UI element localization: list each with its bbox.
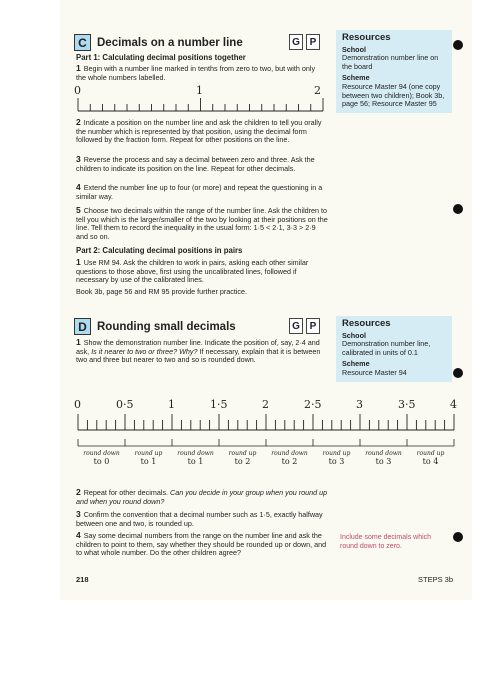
step-paragraph: 2 Repeat for other decimals. Can you decide in your group when you round up and when you round down?: [76, 487, 328, 506]
number-label: 1·5: [210, 398, 228, 411]
step-paragraph: 4 Extend the number line up to four (or more) and repeat the questioning in a similar way.: [76, 182, 323, 201]
step-paragraph: 3 Reverse the process and say a decimal between zero and three. Ask the children to indicate its position on the line. Repeat for other decimals.: [76, 154, 315, 173]
resources-title: Resources: [342, 32, 391, 43]
step-paragraph: 1 Begin with a number line marked in tenths from zero to two, but with only the whole numbers labelled.: [76, 63, 316, 82]
part-heading: Part 2: Calculating decimal positions in pairs: [76, 246, 243, 255]
rounding-label: round down to 0: [83, 450, 120, 466]
number-label: 2·5: [304, 398, 322, 411]
part-heading: Part 1: Calculating decimal positions together: [76, 53, 246, 62]
section-c-header: [74, 34, 243, 51]
section-letter: D: [74, 318, 91, 335]
scheme-text: Resource Master 94 (one copy between two children); Book 3b, page 56; Resource Master 95: [342, 81, 445, 109]
rounding-label: round up to 4: [416, 450, 445, 466]
resources-title: Resources: [342, 318, 391, 329]
number-label: 0: [74, 84, 81, 97]
pair-badge: P: [306, 318, 320, 334]
further-practice: Book 3b, page 56 and RM 95 provide further practice.: [76, 287, 248, 296]
rounding-label: round up to 2: [228, 450, 257, 466]
step-paragraph: 5 Choose two decimals within the range of the number line. Ask the children to tell you which is the larger/smaller of the two by looking at their positions on the line. Tell them to record the inequality in the usual form: 1·5 < 2·1, 3·3 > 2·9 and so on.: [76, 205, 328, 241]
pair-badge: P: [306, 34, 320, 50]
rounding-label: round down to 3: [365, 450, 402, 466]
number-label: 1: [196, 84, 203, 97]
group-badge: G: [289, 318, 303, 334]
number-line-svg: [76, 96, 331, 116]
school-label: School: [342, 330, 366, 340]
resources-box: [336, 316, 452, 382]
section-d-header: [74, 318, 236, 335]
group-badge: G: [289, 34, 303, 50]
resources-box: [336, 30, 452, 113]
step-paragraph: 4 Say some decimal numbers from the range on the number line and ask the children to point to them, say whether they should be rounded up or down, and to what whole number. Do the other children agree?: [76, 530, 327, 558]
binder-hole: [453, 40, 463, 50]
number-label: 2: [262, 398, 269, 411]
margin-note: Include some decimals which round down to zero.: [340, 534, 432, 550]
step-paragraph: 1 Show the demonstration number line. Indicate the position of, say, 2·4 and ask, Is it nearer to two or three? Why? If necessary, explain that it is between two and three but nearer to two and so is rounded down.: [76, 337, 321, 365]
book-name: STEPS 3b: [418, 575, 454, 584]
scheme-label: Scheme: [342, 73, 370, 83]
section-title: Rounding small decimals: [97, 320, 236, 333]
number-label: 2: [314, 84, 321, 97]
section-title: Decimals on a number line: [97, 36, 243, 49]
rounding-label: round down to 1: [177, 450, 214, 466]
number-line-tenths: [76, 84, 331, 116]
page-number: 218: [76, 575, 89, 584]
section-letter: C: [74, 34, 91, 51]
group-pair-badges: [286, 34, 320, 50]
number-line-rounding: [72, 398, 464, 488]
rounding-line-svg: [72, 412, 464, 452]
rounding-label: round up to 1: [134, 450, 163, 466]
number-label: 4: [450, 398, 457, 411]
scheme-text: Resource Master 94: [342, 367, 407, 377]
number-label: 0·5: [116, 398, 134, 411]
number-label: 0: [74, 398, 81, 411]
school-label: School: [342, 44, 366, 54]
rounding-label: round up to 3: [322, 450, 351, 466]
step-paragraph: 1 Use RM 94. Ask the children to work in pairs, asking each other similar questions to those above, first using the uncalibrated lines, followed if necessary by use of the calibrated lines.: [76, 257, 309, 285]
binder-hole: [453, 204, 463, 214]
step-paragraph: 3 Confirm the convention that a decimal number such as 1·5, exactly halfway between one and two, is rounded up.: [76, 509, 323, 528]
binder-hole: [453, 532, 463, 542]
binder-hole: [453, 368, 463, 378]
scheme-label: Scheme: [342, 359, 370, 369]
step-paragraph: 2 Indicate a position on the number line and ask the children to tell you orally the number which is represented by that position, using the decimal form followed by the fraction form. Repeat for other positions on the line.: [76, 117, 322, 145]
number-label: 1: [168, 398, 175, 411]
school-text: Demonstration number line, calibrated in units of 0.1: [342, 339, 431, 357]
number-label: 3·5: [398, 398, 416, 411]
rounding-label: round down to 2: [271, 450, 308, 466]
group-pair-badges: [286, 318, 320, 334]
number-label: 3: [356, 398, 363, 411]
school-text: Demonstration number line on the board: [342, 53, 439, 71]
